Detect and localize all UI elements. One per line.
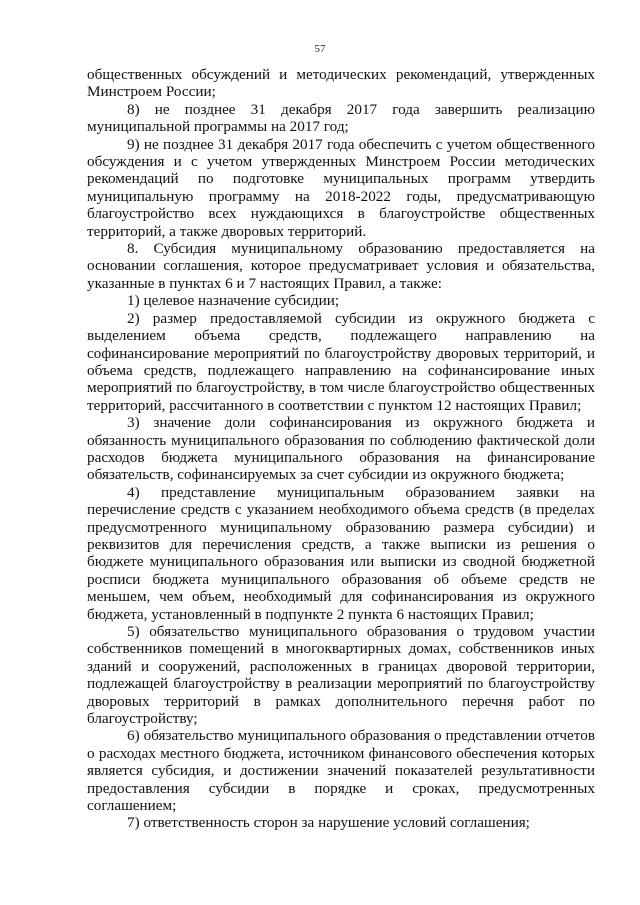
paragraph-item-8: 8) не позднее 31 декабря 2017 года завершить реализацию муниципальной программы на 2017 год; [87,100,595,136]
paragraph-subitem-2: 2) размер предоставляемой субсидии из окружного бюджета с выделением объема средств, подлежащего направлению на софинансирование мероприятий по благоустройству дворовых территорий, и объема средств, подлежащего направлению на софинансирование иных мероприятий по благоустройству, в том числе благоустройство общественных территорий, рассчитанного в соответствии с пунктом 12 настоящих Правил; [87,309,595,414]
page-number: 57 [314,43,326,55]
paragraph-subitem-4: 4) представление муниципальным образованием заявки на перечисление средств с указанием необходимого объема средств (в пределах предусмотренного муниципальному образованию размера субсидии) и реквизитов для перечисления средств, а также выписки из решения о бюджете муниципального образования или выписки из сводной бюджетной росписи бюджета муниципального образования об объеме средств не меньшем, чем объем, необходимый для софинансирования из окружного бюджета, установленный в подпункте 2 пункта 6 настоящих Правил; [87,483,595,623]
paragraph-continuation: общественных обсуждений и методических рекомендаций, утвержденных Минстроем России; [87,66,595,101]
paragraph-item-9: 9) не позднее 31 декабря 2017 года обеспечить с учетом общественного обсуждения и с учетом утвержденных Минстроем России методических рекомендаций по подготовке муниципальных программ утвердить муниципальную программу на 2018-2022 годы, предусматривающую благоустройство всех нуждающихся в благоустройстве общественных территорий, а также дворовых территорий. [87,135,595,240]
paragraph-subitem-6: 6) обязательство муниципального образования о представлении отчетов о расходах местного бюджета, источником финансового обеспечения которых является субсидия, и достижении значений показателей результативности предоставления субсидии в порядке и сроках, предусмотренных соглашением; [87,727,595,815]
document-body [87,66,595,832]
paragraph-subitem-3: 3) значение доли софинансирования из окружного бюджета и обязанность муниципального образования по соблюдению фактической доли расходов бюджета муниципального образования на финансирование обязательств, софинансируемых за счет субсидии из окружного бюджета; [87,414,595,484]
paragraph-subitem-1: 1) целевое назначение субсидии; [127,292,340,310]
paragraph-subitem-5: 5) обязательство муниципального образования о трудовом участии собственников помещений в многоквартирных домах, собственников иных зданий и сооружений, расположенных в границах дворовой территории, подлежащей благоустройству в реализации мероприятий по благоустройству дворовых территорий в рамках дополнительного перечня работ по благоустройству; [87,623,595,728]
paragraph-subitem-7: 7) ответственность сторон за нарушение условий соглашения; [127,814,530,832]
paragraph-section-8: 8. Субсидия муниципальному образованию предоставляется на основании соглашения, которое предусматривает условия и обязательства, указанные в пунктах 6 и 7 настоящих Правил, а также: [87,240,595,292]
